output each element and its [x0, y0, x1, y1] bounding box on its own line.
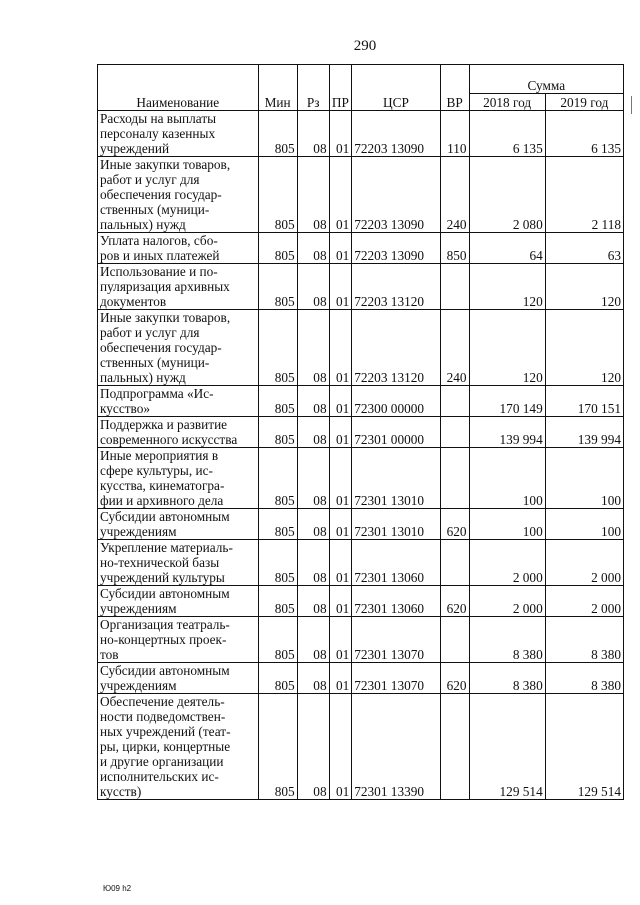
cell-pr: 01 — [329, 586, 352, 617]
cell-csr: 72301 00000 — [352, 417, 441, 448]
cell-min: 805 — [258, 233, 297, 264]
table-row — [98, 417, 624, 448]
edge-mark — [631, 96, 638, 114]
header-csr: ЦСР — [352, 65, 441, 111]
cell-pr: 01 — [329, 417, 352, 448]
cell-name: Иные закупки товаров, работ и услуг для обеспечения государ- ственных (муници- пальных) нужд — [98, 310, 259, 386]
header-name: Наименование — [98, 65, 259, 111]
cell-min: 805 — [258, 386, 297, 417]
cell-pr: 01 — [329, 540, 352, 586]
cell-2019: 139 994 — [545, 417, 623, 448]
cell-min: 805 — [258, 540, 297, 586]
table-row — [98, 694, 624, 800]
cell-vr — [440, 417, 469, 448]
cell-vr — [440, 264, 469, 310]
table-row — [98, 310, 624, 386]
table-row — [98, 586, 624, 617]
cell-rz: 08 — [297, 417, 329, 448]
header-sum: Сумма — [469, 65, 623, 94]
cell-2019: 2 118 — [545, 157, 623, 233]
cell-name: Расходы на выплаты персоналу казенных учреждений — [98, 111, 259, 157]
cell-pr: 01 — [329, 233, 352, 264]
cell-name: Иные закупки товаров, работ и услуг для обеспечения государ- ственных (муници- пальных) нужд — [98, 157, 259, 233]
table-row — [98, 663, 624, 694]
cell-2019: 8 380 — [545, 617, 623, 663]
cell-pr: 01 — [329, 157, 352, 233]
cell-pr: 01 — [329, 264, 352, 310]
cell-name: Уплата налогов, сбо- ров и иных платежей — [98, 233, 259, 264]
cell-name: Субсидии автономным учреждениям — [98, 663, 259, 694]
cell-2018: 120 — [469, 264, 545, 310]
cell-vr — [440, 386, 469, 417]
cell-rz: 08 — [297, 310, 329, 386]
footer-code: Ю09 h2 — [103, 884, 132, 893]
budget-table — [97, 64, 624, 800]
cell-min: 805 — [258, 264, 297, 310]
cell-csr: 72203 13090 — [352, 233, 441, 264]
cell-name: Укрепление материаль- но-технической базы учреждений культуры — [98, 540, 259, 586]
cell-2018: 2 080 — [469, 157, 545, 233]
header-2018: 2018 год — [469, 94, 545, 111]
cell-rz: 08 — [297, 386, 329, 417]
cell-vr: 110 — [440, 111, 469, 157]
table-row — [98, 617, 624, 663]
cell-2018: 120 — [469, 310, 545, 386]
cell-2018: 6 135 — [469, 111, 545, 157]
cell-csr: 72301 13070 — [352, 617, 441, 663]
cell-pr: 01 — [329, 386, 352, 417]
cell-vr: 850 — [440, 233, 469, 264]
cell-rz: 08 — [297, 586, 329, 617]
cell-rz: 08 — [297, 111, 329, 157]
cell-name: Субсидии автономным учреждениям — [98, 509, 259, 540]
cell-name: Субсидии автономным учреждениям — [98, 586, 259, 617]
cell-csr: 72301 13060 — [352, 540, 441, 586]
cell-min: 805 — [258, 157, 297, 233]
cell-rz: 08 — [297, 157, 329, 233]
cell-rz: 08 — [297, 448, 329, 509]
cell-name: Использование и по- пуляризация архивных документов — [98, 264, 259, 310]
table-row — [98, 264, 624, 310]
cell-csr: 72301 13010 — [352, 448, 441, 509]
cell-2018: 64 — [469, 233, 545, 264]
cell-csr: 72203 13120 — [352, 264, 441, 310]
cell-2018: 139 994 — [469, 417, 545, 448]
cell-2018: 100 — [469, 509, 545, 540]
cell-csr: 72301 13010 — [352, 509, 441, 540]
cell-2018: 100 — [469, 448, 545, 509]
cell-2019: 170 151 — [545, 386, 623, 417]
table-row — [98, 448, 624, 509]
cell-vr — [440, 540, 469, 586]
cell-2018: 170 149 — [469, 386, 545, 417]
table-row — [98, 540, 624, 586]
cell-2019: 8 380 — [545, 663, 623, 694]
cell-name: Подпрограмма «Ис- кусство» — [98, 386, 259, 417]
cell-min: 805 — [258, 448, 297, 509]
cell-2019: 2 000 — [545, 586, 623, 617]
cell-vr: 620 — [440, 663, 469, 694]
cell-csr: 72203 13090 — [352, 111, 441, 157]
page-number: 290 — [353, 38, 377, 54]
table-row — [98, 233, 624, 264]
cell-2019: 129 514 — [545, 694, 623, 800]
table-row — [98, 509, 624, 540]
cell-rz: 08 — [297, 233, 329, 264]
cell-min: 805 — [258, 417, 297, 448]
cell-rz: 08 — [297, 663, 329, 694]
cell-csr: 72301 13060 — [352, 586, 441, 617]
cell-name: Организация театраль- но-концертных проек- тов — [98, 617, 259, 663]
cell-vr: 620 — [440, 509, 469, 540]
cell-pr: 01 — [329, 663, 352, 694]
header-rz: Рз — [297, 65, 329, 111]
cell-2019: 6 135 — [545, 111, 623, 157]
cell-vr: 240 — [440, 310, 469, 386]
cell-pr: 01 — [329, 111, 352, 157]
cell-vr — [440, 694, 469, 800]
cell-vr: 620 — [440, 586, 469, 617]
table-row — [98, 386, 624, 417]
cell-min: 805 — [258, 663, 297, 694]
cell-csr: 72301 13070 — [352, 663, 441, 694]
cell-2019: 2 000 — [545, 540, 623, 586]
cell-vr: 240 — [440, 157, 469, 233]
cell-2018: 2 000 — [469, 586, 545, 617]
cell-2018: 8 380 — [469, 663, 545, 694]
header-pr: ПР — [329, 65, 352, 111]
header-min: Мин — [258, 65, 297, 111]
cell-2019: 100 — [545, 448, 623, 509]
cell-name: Поддержка и развитие современного искусства — [98, 417, 259, 448]
cell-min: 805 — [258, 310, 297, 386]
cell-2018: 129 514 — [469, 694, 545, 800]
table-row — [98, 157, 624, 233]
cell-name: Иные мероприятия в сфере культуры, ис- кусства, кинематогра- фии и архивного дела — [98, 448, 259, 509]
cell-pr: 01 — [329, 448, 352, 509]
cell-rz: 08 — [297, 264, 329, 310]
cell-2018: 8 380 — [469, 617, 545, 663]
cell-2019: 100 — [545, 509, 623, 540]
cell-vr — [440, 617, 469, 663]
cell-rz: 08 — [297, 540, 329, 586]
cell-rz: 08 — [297, 694, 329, 800]
header-vr: ВР — [440, 65, 469, 111]
header-2019: 2019 год — [545, 94, 623, 111]
cell-2019: 120 — [545, 310, 623, 386]
cell-csr: 72203 13090 — [352, 157, 441, 233]
cell-2019: 63 — [545, 233, 623, 264]
cell-csr: 72301 13390 — [352, 694, 441, 800]
cell-min: 805 — [258, 509, 297, 540]
cell-2019: 120 — [545, 264, 623, 310]
cell-min: 805 — [258, 617, 297, 663]
cell-csr: 72300 00000 — [352, 386, 441, 417]
cell-vr — [440, 448, 469, 509]
cell-rz: 08 — [297, 509, 329, 540]
cell-min: 805 — [258, 694, 297, 800]
table-row — [98, 111, 624, 157]
cell-pr: 01 — [329, 509, 352, 540]
cell-min: 805 — [258, 586, 297, 617]
cell-2018: 2 000 — [469, 540, 545, 586]
cell-rz: 08 — [297, 617, 329, 663]
cell-pr: 01 — [329, 694, 352, 800]
cell-pr: 01 — [329, 617, 352, 663]
cell-pr: 01 — [329, 310, 352, 386]
cell-name: Обеспечение деятель- ности подведомствен- ных учреждений (теат- ры, цирки, концертные и другие организации исполнительских ис- кусств) — [98, 694, 259, 800]
cell-csr: 72203 13120 — [352, 310, 441, 386]
cell-min: 805 — [258, 111, 297, 157]
